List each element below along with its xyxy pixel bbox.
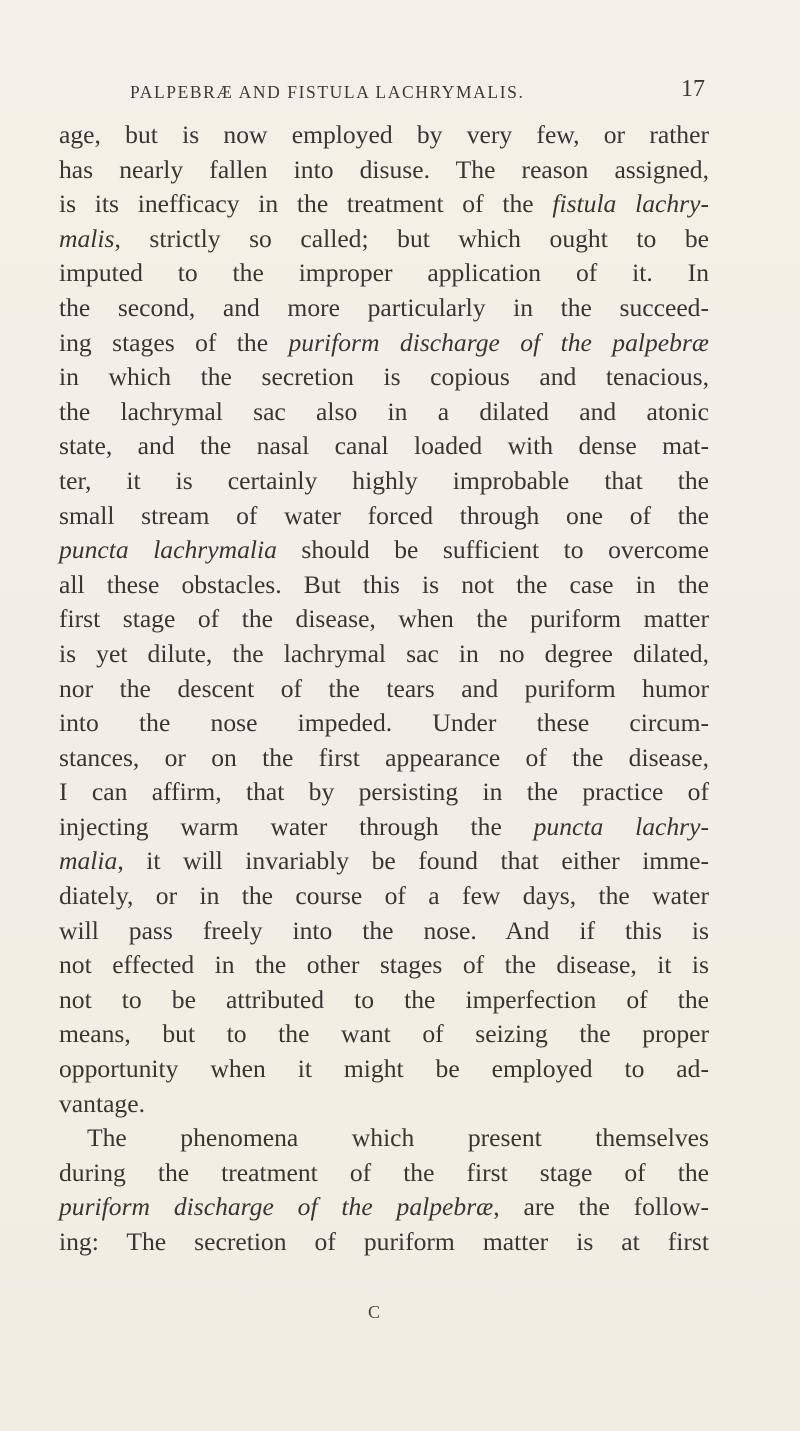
text-run: imputed to the improper application of it. In bbox=[59, 258, 709, 288]
text-run: is its inefficacy in the treatment of the bbox=[59, 189, 553, 219]
text-run: opportunity when it might be employed to ad- bbox=[59, 1054, 709, 1084]
text-line bbox=[59, 914, 709, 949]
text-run: has nearly fallen into disuse. The reason assigned, bbox=[59, 154, 709, 184]
text-line bbox=[59, 326, 709, 361]
text-line bbox=[59, 395, 709, 430]
text-run: not to be attributed to the imperfection of the bbox=[59, 984, 709, 1014]
italic-text: puncta lachrymalia bbox=[59, 535, 277, 565]
text-line bbox=[59, 153, 709, 188]
text-line bbox=[59, 844, 709, 879]
text-line bbox=[59, 1156, 709, 1191]
text-run: ing: The secretion of puriform matter is at first bbox=[59, 1227, 709, 1256]
italic-text: fistula lachry- bbox=[552, 189, 709, 219]
text-run: stances, or on the first appearance of the disease, bbox=[59, 742, 709, 772]
text-run: ing stages of the bbox=[59, 327, 289, 357]
text-line bbox=[59, 879, 709, 914]
text-run: means, but to the want of seizing the proper bbox=[59, 1019, 709, 1049]
text-run: during the treatment of the first stage of the bbox=[59, 1157, 709, 1187]
text-run: is yet dilute, the lachrymal sac in no degree dilated, bbox=[59, 638, 709, 668]
text-run: will pass freely into the nose. And if this is bbox=[59, 915, 709, 945]
signature-mark: C bbox=[368, 1302, 381, 1322]
text-line bbox=[59, 810, 709, 845]
text-run: injecting warm water through the bbox=[59, 811, 534, 841]
text-run: not effected in the other stages of the disease, it is bbox=[59, 950, 709, 980]
text-run: in which the secretion is copious and tenacious, bbox=[59, 362, 709, 392]
text-run: , it will invariably be found that either imme- bbox=[117, 846, 709, 876]
body-text bbox=[59, 118, 709, 1260]
text-line bbox=[59, 499, 709, 534]
text-line bbox=[59, 706, 709, 741]
text-run: first stage of the disease, when the puriform matter bbox=[59, 604, 709, 634]
text-line bbox=[59, 1190, 709, 1225]
text-line bbox=[59, 1225, 709, 1260]
text-line bbox=[59, 1052, 709, 1087]
text-run: all these obstacles. But this is not the case in the bbox=[59, 569, 709, 599]
text-run: should be sufficient to overcome bbox=[276, 535, 709, 565]
text-run: the second, and more particularly in the succeed- bbox=[59, 292, 709, 322]
text-line bbox=[59, 187, 709, 222]
text-line bbox=[59, 291, 709, 326]
text-line bbox=[59, 672, 709, 707]
text-line bbox=[59, 256, 709, 291]
italic-text: malia bbox=[59, 846, 118, 876]
text-line bbox=[59, 983, 709, 1018]
text-line bbox=[59, 1017, 709, 1052]
text-run: age, but is now employed by very few, or rather bbox=[59, 120, 709, 149]
text-line bbox=[59, 948, 709, 983]
running-head bbox=[130, 76, 705, 110]
text-line bbox=[59, 1087, 709, 1122]
text-run: , strictly so called; but which ought to be bbox=[114, 223, 709, 253]
page-number: 17 bbox=[681, 76, 705, 102]
text-run: the lachrymal sac also in a dilated and atonic bbox=[59, 396, 709, 426]
text-run: state, and the nasal canal loaded with dense mat- bbox=[59, 431, 709, 461]
running-title: PALPEBRÆ AND FISTULA LACHRYMALIS. bbox=[130, 82, 525, 102]
text-line bbox=[59, 118, 709, 153]
text-line bbox=[59, 741, 709, 776]
text-line bbox=[59, 1121, 709, 1156]
text-run: small stream of water forced through one of the bbox=[59, 500, 709, 530]
text-line bbox=[59, 637, 709, 672]
text-line bbox=[59, 464, 709, 499]
text-run: The phenomena which present themselves bbox=[87, 1123, 709, 1153]
text-run: ter, it is certainly highly improbable that the bbox=[59, 465, 709, 495]
text-run: vantage. bbox=[59, 1088, 145, 1118]
italic-text: puncta lachry- bbox=[533, 811, 710, 841]
text-line bbox=[59, 222, 709, 257]
text-line bbox=[59, 602, 709, 637]
italic-text: puriform discharge of the palpebræ bbox=[288, 327, 709, 357]
text-line bbox=[59, 429, 709, 464]
italic-text: malis bbox=[59, 223, 115, 253]
italic-text: puriform discharge of the palpebræ bbox=[59, 1192, 494, 1222]
text-run: , are the follow- bbox=[493, 1192, 710, 1222]
text-line bbox=[59, 533, 709, 568]
text-line bbox=[59, 568, 709, 603]
text-run: I can affirm, that by persisting in the practice of bbox=[59, 777, 709, 807]
text-run: nor the descent of the tears and puriform humor bbox=[59, 673, 709, 703]
text-line bbox=[59, 360, 709, 395]
text-line bbox=[59, 775, 709, 810]
text-run: diately, or in the course of a few days, the water bbox=[59, 881, 709, 911]
text-run: into the nose impeded. Under these circum- bbox=[59, 708, 709, 738]
